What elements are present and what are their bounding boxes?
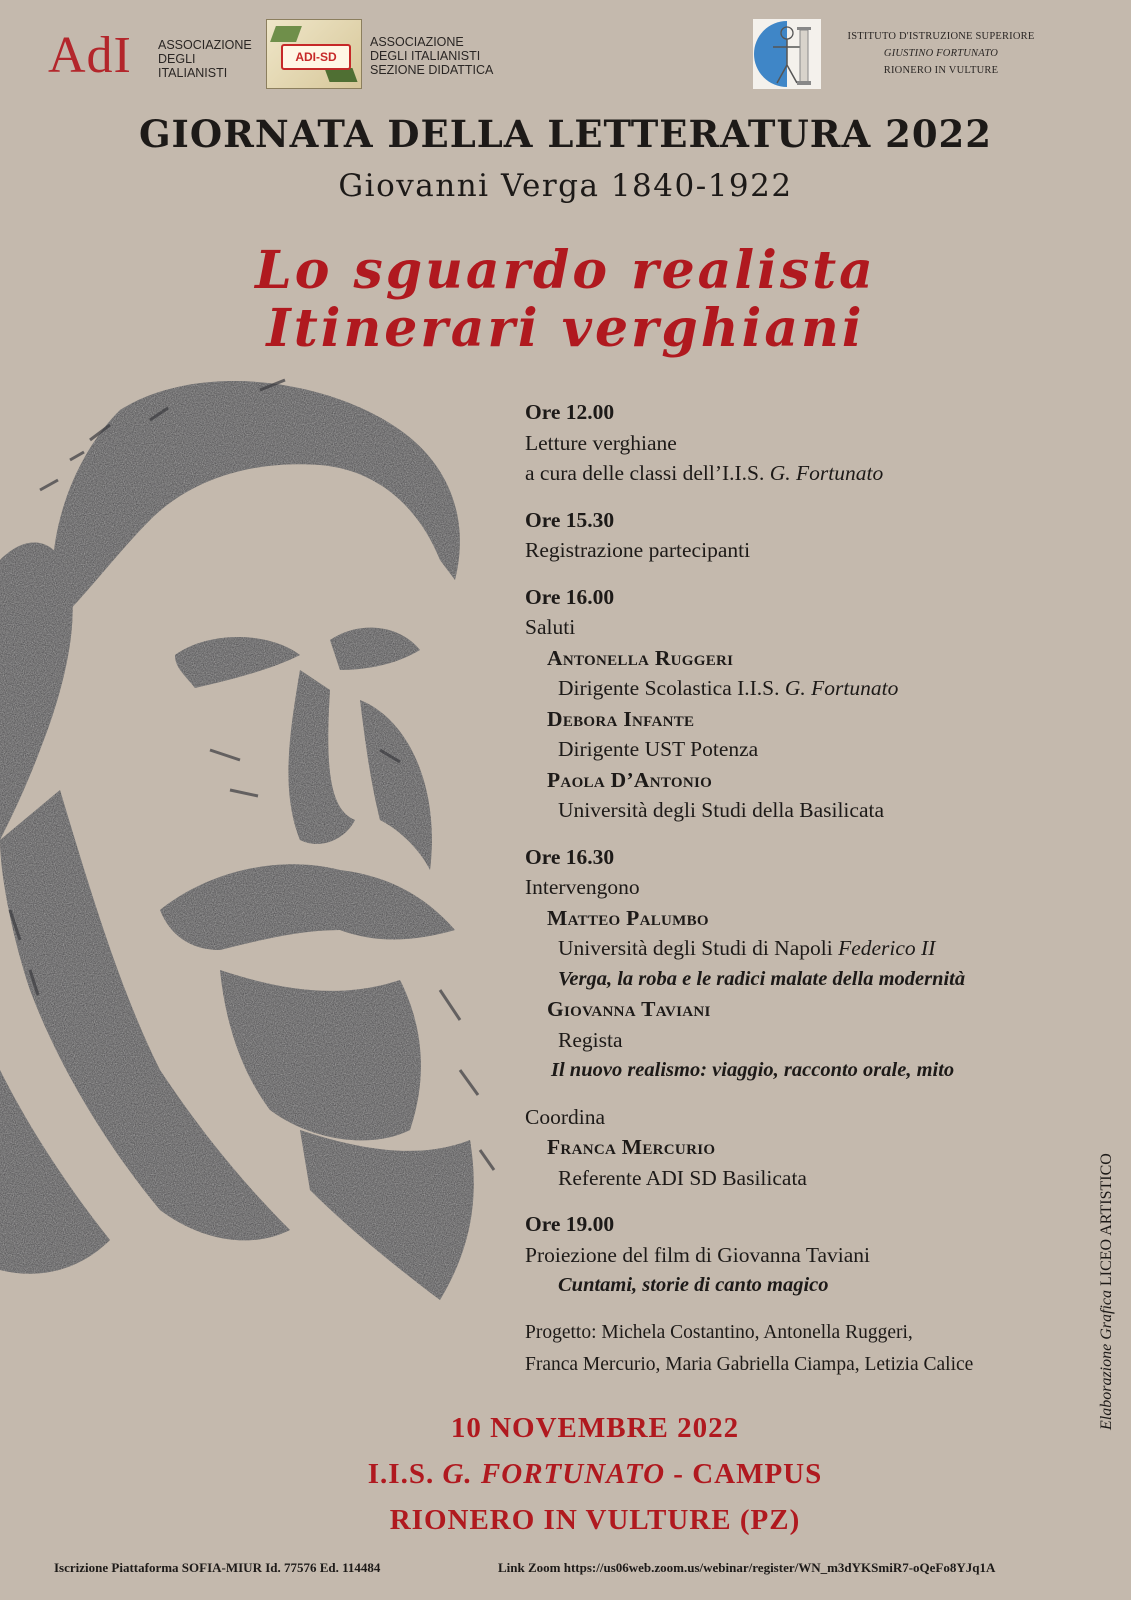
programme-section-5 bbox=[525, 1102, 1095, 1194]
programme-section-4 bbox=[525, 842, 1095, 1086]
speaker-role-text: Dirigente Scolastica I.I.S. bbox=[558, 676, 780, 700]
adi-sd-logo bbox=[266, 19, 362, 89]
venue-prefix: I.I.S. bbox=[367, 1458, 435, 1490]
programme-section-1 bbox=[525, 397, 1095, 489]
iis-caption-line: GIUSTINO FORTUNATO bbox=[883, 48, 999, 59]
time-label: Ore 16.30 bbox=[525, 844, 615, 869]
adi-sd-caption-line: DEGLI ITALIANISTI bbox=[370, 49, 481, 63]
adi-sd-caption-line: SEZIONE DIDATTICA bbox=[370, 63, 494, 77]
event-venue bbox=[0, 1451, 1131, 1497]
page-title: GIORNATA DELLA LETTERATURA 2022 bbox=[138, 112, 993, 156]
item-text: Coordina bbox=[525, 1104, 606, 1129]
time-label: Ore 12.00 bbox=[525, 400, 615, 424]
project-credits bbox=[525, 1317, 1095, 1381]
headline-line-1: Lo sguardo realista bbox=[255, 240, 876, 301]
time-label: Ore 19.00 bbox=[525, 1212, 615, 1236]
speaker-role: Referente ADI SD Basilicata bbox=[558, 1165, 807, 1190]
zoom-link[interactable]: Link Zoom https://us06web.zoom.us/webinar/register/WN_m3dYKSmiR7-oQeFo8YJq1A bbox=[498, 1560, 996, 1575]
speaker-role-text: Università degli Studi di Napoli bbox=[558, 936, 833, 960]
speaker-name: Franca Mercurio bbox=[547, 1135, 716, 1159]
speaker-name: Paola D’Antonio bbox=[547, 767, 713, 792]
adi-sd-caption bbox=[370, 35, 493, 77]
event-info bbox=[0, 1405, 1131, 1543]
venue-suffix: - CAMPUS bbox=[673, 1458, 823, 1490]
speaker-name: Matteo Palumbo bbox=[547, 905, 709, 930]
adi-sd-logo-label: ADI-SD bbox=[281, 44, 351, 70]
item-text: a cura delle classi dell’I.I.S. bbox=[525, 461, 765, 485]
adi-caption-line: ASSOCIAZIONE bbox=[158, 38, 252, 52]
venue-school: G. FORTUNATO bbox=[442, 1458, 666, 1490]
verga-portrait-image bbox=[0, 370, 560, 1330]
speaker-name: Antonella Ruggeri bbox=[547, 645, 734, 670]
adi-sd-caption-line: ASSOCIAZIONE bbox=[370, 35, 464, 49]
adi-caption-line: DEGLI bbox=[158, 52, 196, 66]
university-name: Federico II bbox=[838, 936, 936, 960]
project-credits-line: Progetto: Michela Costantino, Antonella Ruggeri, bbox=[525, 1321, 913, 1343]
event-date: 10 NOVEMBRE 2022 bbox=[450, 1412, 740, 1444]
iis-emblem-icon bbox=[753, 19, 821, 89]
adi-caption-line: ITALIANISTI bbox=[158, 66, 228, 80]
film-title: Cuntami, storie di canto magico bbox=[558, 1274, 829, 1296]
iis-caption bbox=[826, 28, 1056, 79]
event-city: RIONERO IN VULTURE (PZ) bbox=[389, 1504, 801, 1536]
speaker-role bbox=[525, 933, 1095, 964]
headline-line-2: Itinerari verghiani bbox=[266, 298, 865, 359]
speaker-role: Regista bbox=[558, 1027, 623, 1052]
page-subtitle: Giovanni Verga 1840-1922 bbox=[338, 168, 793, 204]
sofia-registration: Iscrizione Piattaforma SOFIA-MIUR Id. 77576 Ed. 114484 bbox=[54, 1560, 381, 1575]
item-text bbox=[525, 458, 1095, 489]
speaker-role: Dirigente UST Potenza bbox=[558, 737, 759, 761]
iis-caption-line: RIONERO IN VULTURE bbox=[883, 65, 999, 76]
item-text: Intervengono bbox=[525, 875, 640, 899]
item-text: Proiezione del film di Giovanna Taviani bbox=[525, 1242, 870, 1267]
programme-section-6 bbox=[525, 1209, 1095, 1301]
graphic-credit-label: Elaborazione Grafica bbox=[1098, 1290, 1115, 1430]
item-text: Letture verghiane bbox=[525, 430, 677, 455]
school-name: G. Fortunato bbox=[784, 676, 899, 700]
adi-caption bbox=[158, 38, 252, 80]
speaker-role: Università degli Studi della Basilicata bbox=[558, 798, 885, 822]
graphic-credit bbox=[1098, 1153, 1116, 1430]
speaker-name: Debora Infante bbox=[547, 706, 695, 731]
programme-section-3 bbox=[525, 582, 1095, 826]
iis-caption-line: ISTITUTO D'ISTRUZIONE SUPERIORE bbox=[847, 31, 1035, 42]
graphic-credit-school: LICEO ARTISTICO bbox=[1098, 1153, 1115, 1286]
leaf-shape bbox=[324, 68, 357, 82]
school-name: G. Fortunato bbox=[769, 461, 884, 485]
project-credits-line: Franca Mercurio, Maria Gabriella Ciampa, Letizia Calice bbox=[525, 1353, 974, 1375]
time-label: Ore 16.00 bbox=[525, 584, 615, 609]
programme bbox=[525, 397, 1095, 1381]
speaker-name: Giovanna Taviani bbox=[547, 997, 711, 1021]
adi-logo: AdI bbox=[48, 27, 132, 84]
talk-title: Verga, la roba e le radici malate della modernità bbox=[558, 967, 966, 990]
time-label: Ore 15.30 bbox=[525, 507, 615, 532]
talk-title: Il nuovo realismo: viaggio, racconto orale, mito bbox=[551, 1059, 955, 1081]
programme-section-2 bbox=[525, 505, 1095, 566]
leaf-shape bbox=[270, 26, 302, 42]
item-text: Saluti bbox=[525, 615, 576, 639]
item-text: Registrazione partecipanti bbox=[525, 538, 751, 562]
speaker-role bbox=[525, 673, 1095, 704]
